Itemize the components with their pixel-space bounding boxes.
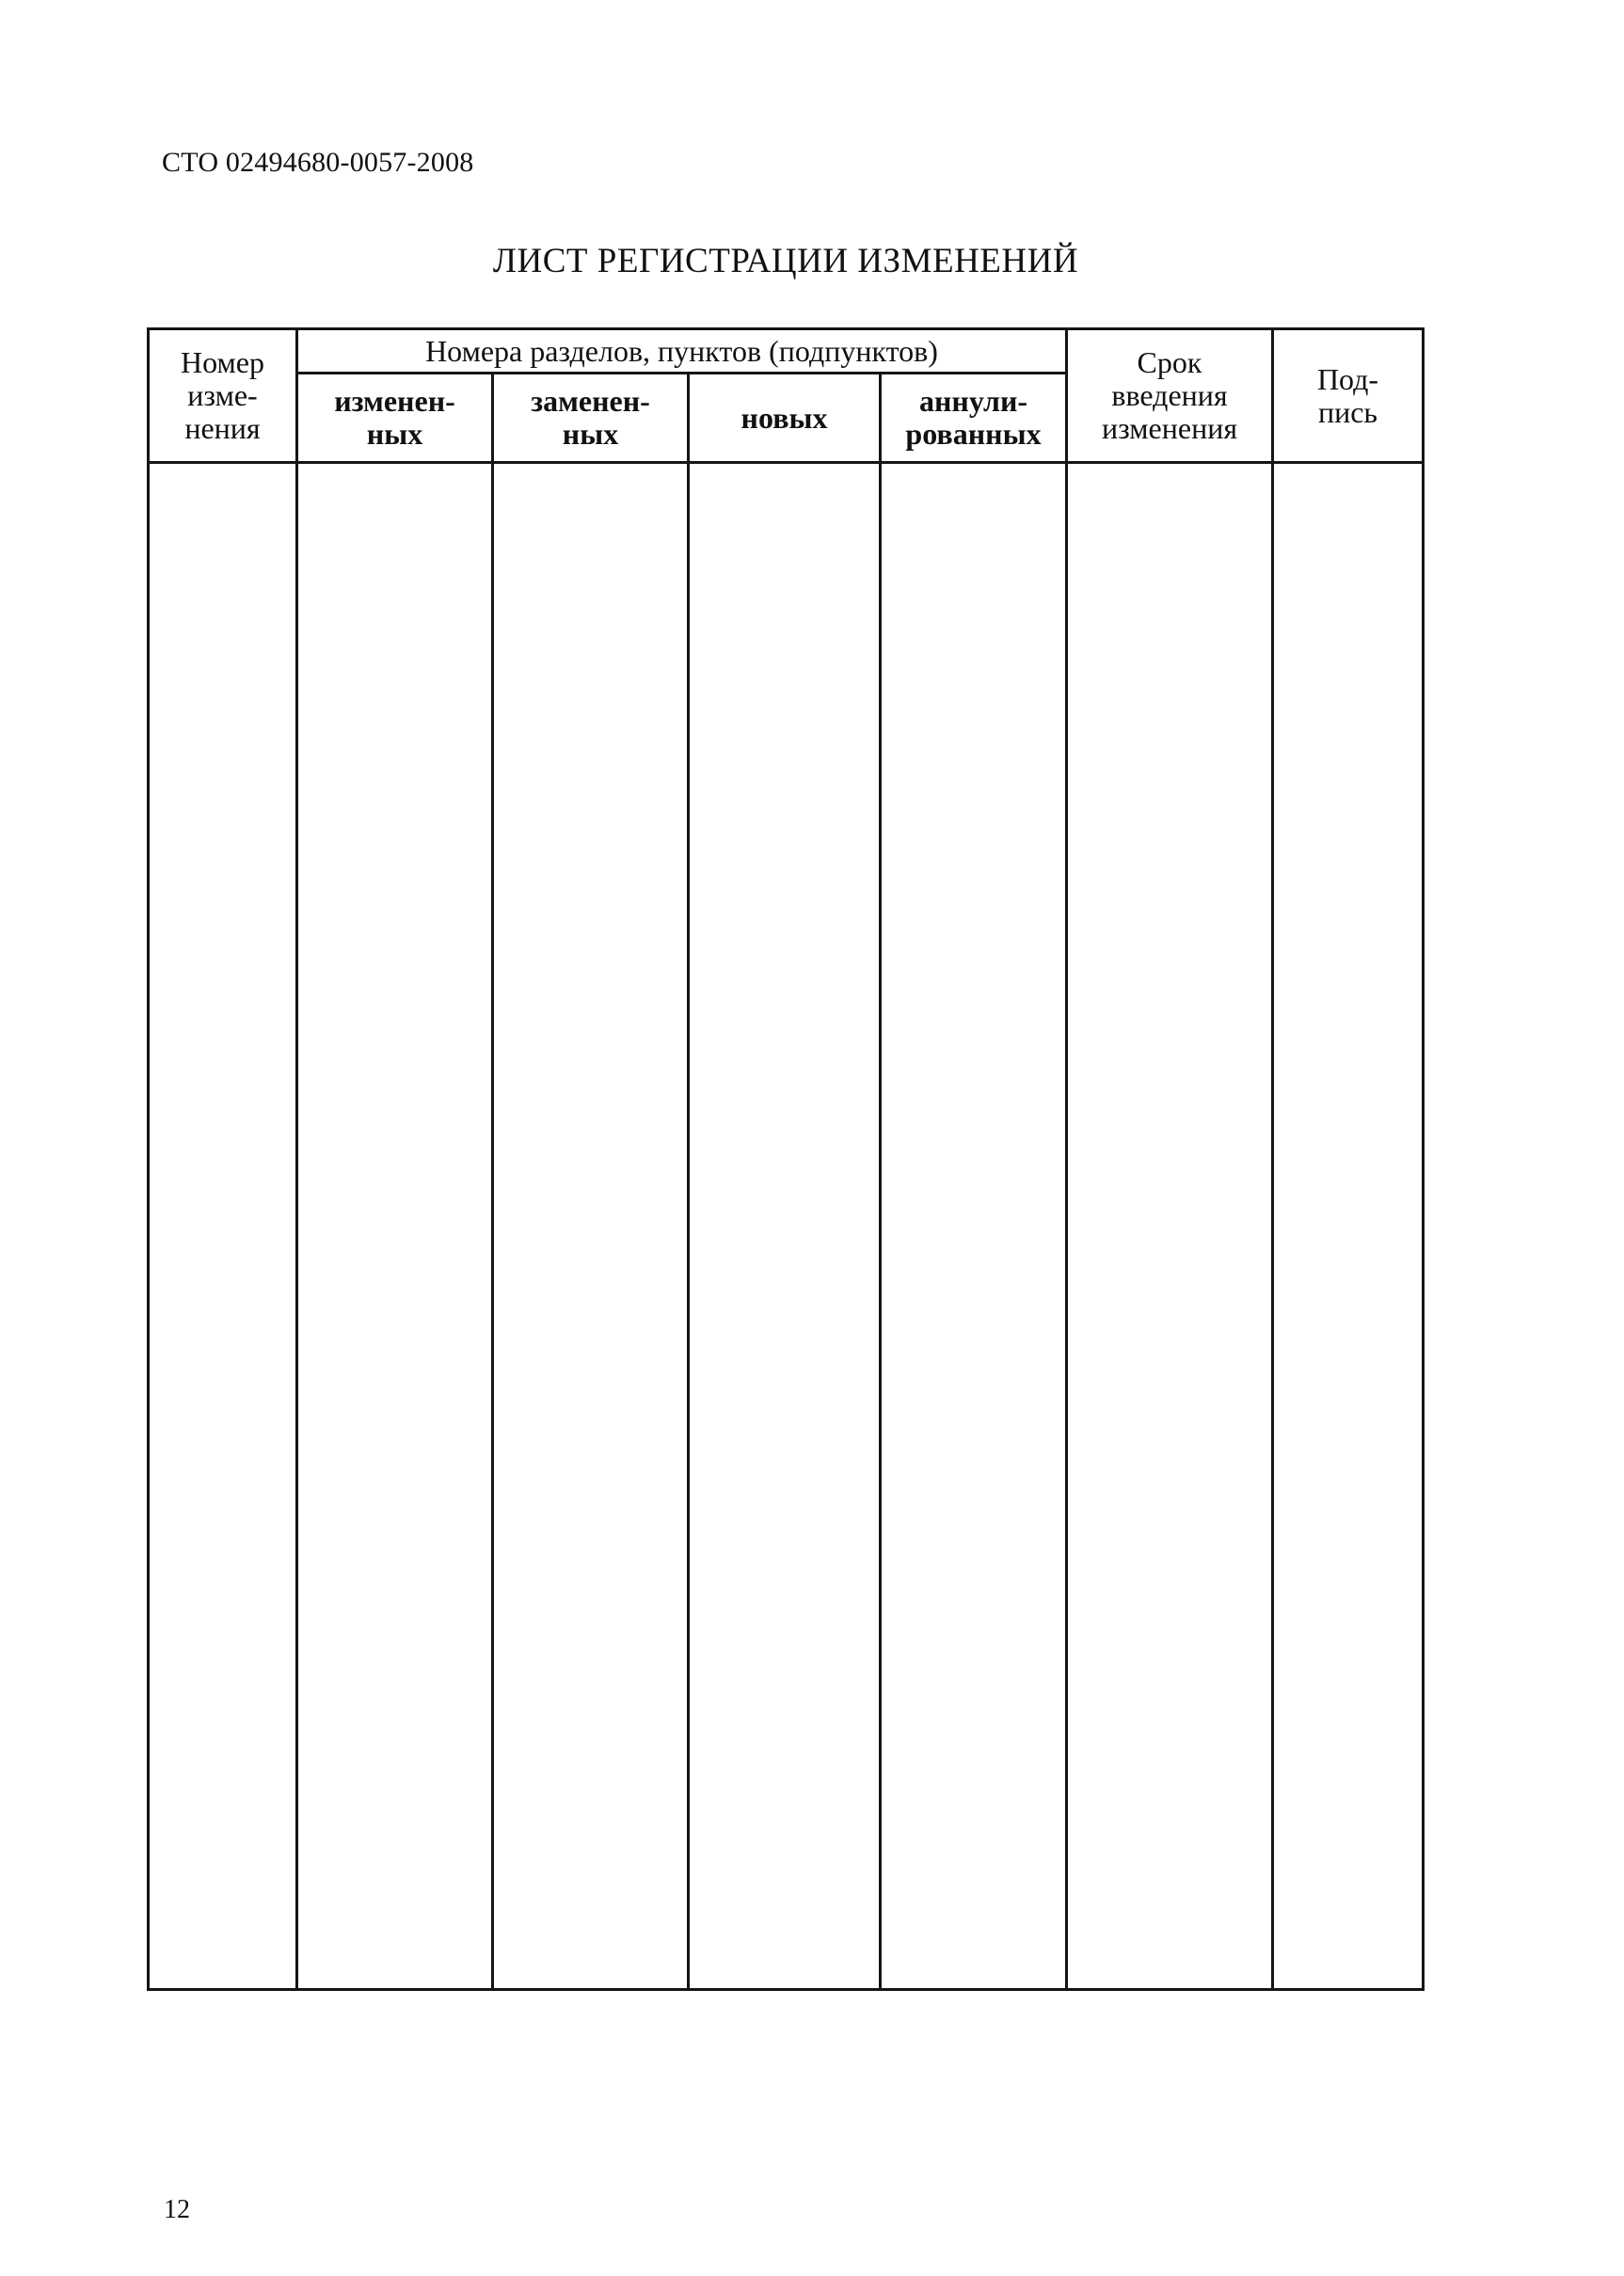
cell-effective-date[interactable] [1067,463,1273,1990]
header-annulled [881,374,1067,463]
header-changed [297,374,493,463]
header-new-label: новых [740,400,828,435]
change-registration-table [147,327,1425,1991]
cell-change-number[interactable] [149,463,297,1990]
document-code: СТО 02494680-0057-2008 [162,147,474,178]
cell-changed[interactable] [297,463,493,1990]
header-signature [1273,329,1424,463]
cell-annulled[interactable] [881,463,1067,1990]
header-replaced-label: заменен- ных [531,384,650,451]
cell-replaced[interactable] [493,463,689,1990]
page-number: 12 [164,2195,190,2224]
header-changed-label: изменен- ных [334,384,455,451]
header-signature-label: Под- пись [1316,361,1379,429]
header-section-numbers-label: Номера разделов, пунктов (подпунктов) [425,333,938,368]
header-effective-date [1067,329,1273,463]
header-effective-date-label: Срок введения изменения [1101,345,1238,445]
cell-signature[interactable] [1273,463,1424,1990]
header-section-numbers [297,329,1067,374]
cell-new[interactable] [689,463,881,1990]
header-change-number-label: Номер изме- нения [181,345,264,445]
header-annulled-label: аннули- рованных [905,384,1042,451]
header-change-number [149,329,297,463]
header-replaced [493,374,689,463]
page-title: ЛИСТ РЕГИСТРАЦИИ ИЗМЕНЕНИЙ [492,242,1079,280]
header-new [689,374,881,463]
table-row [149,463,1424,1990]
